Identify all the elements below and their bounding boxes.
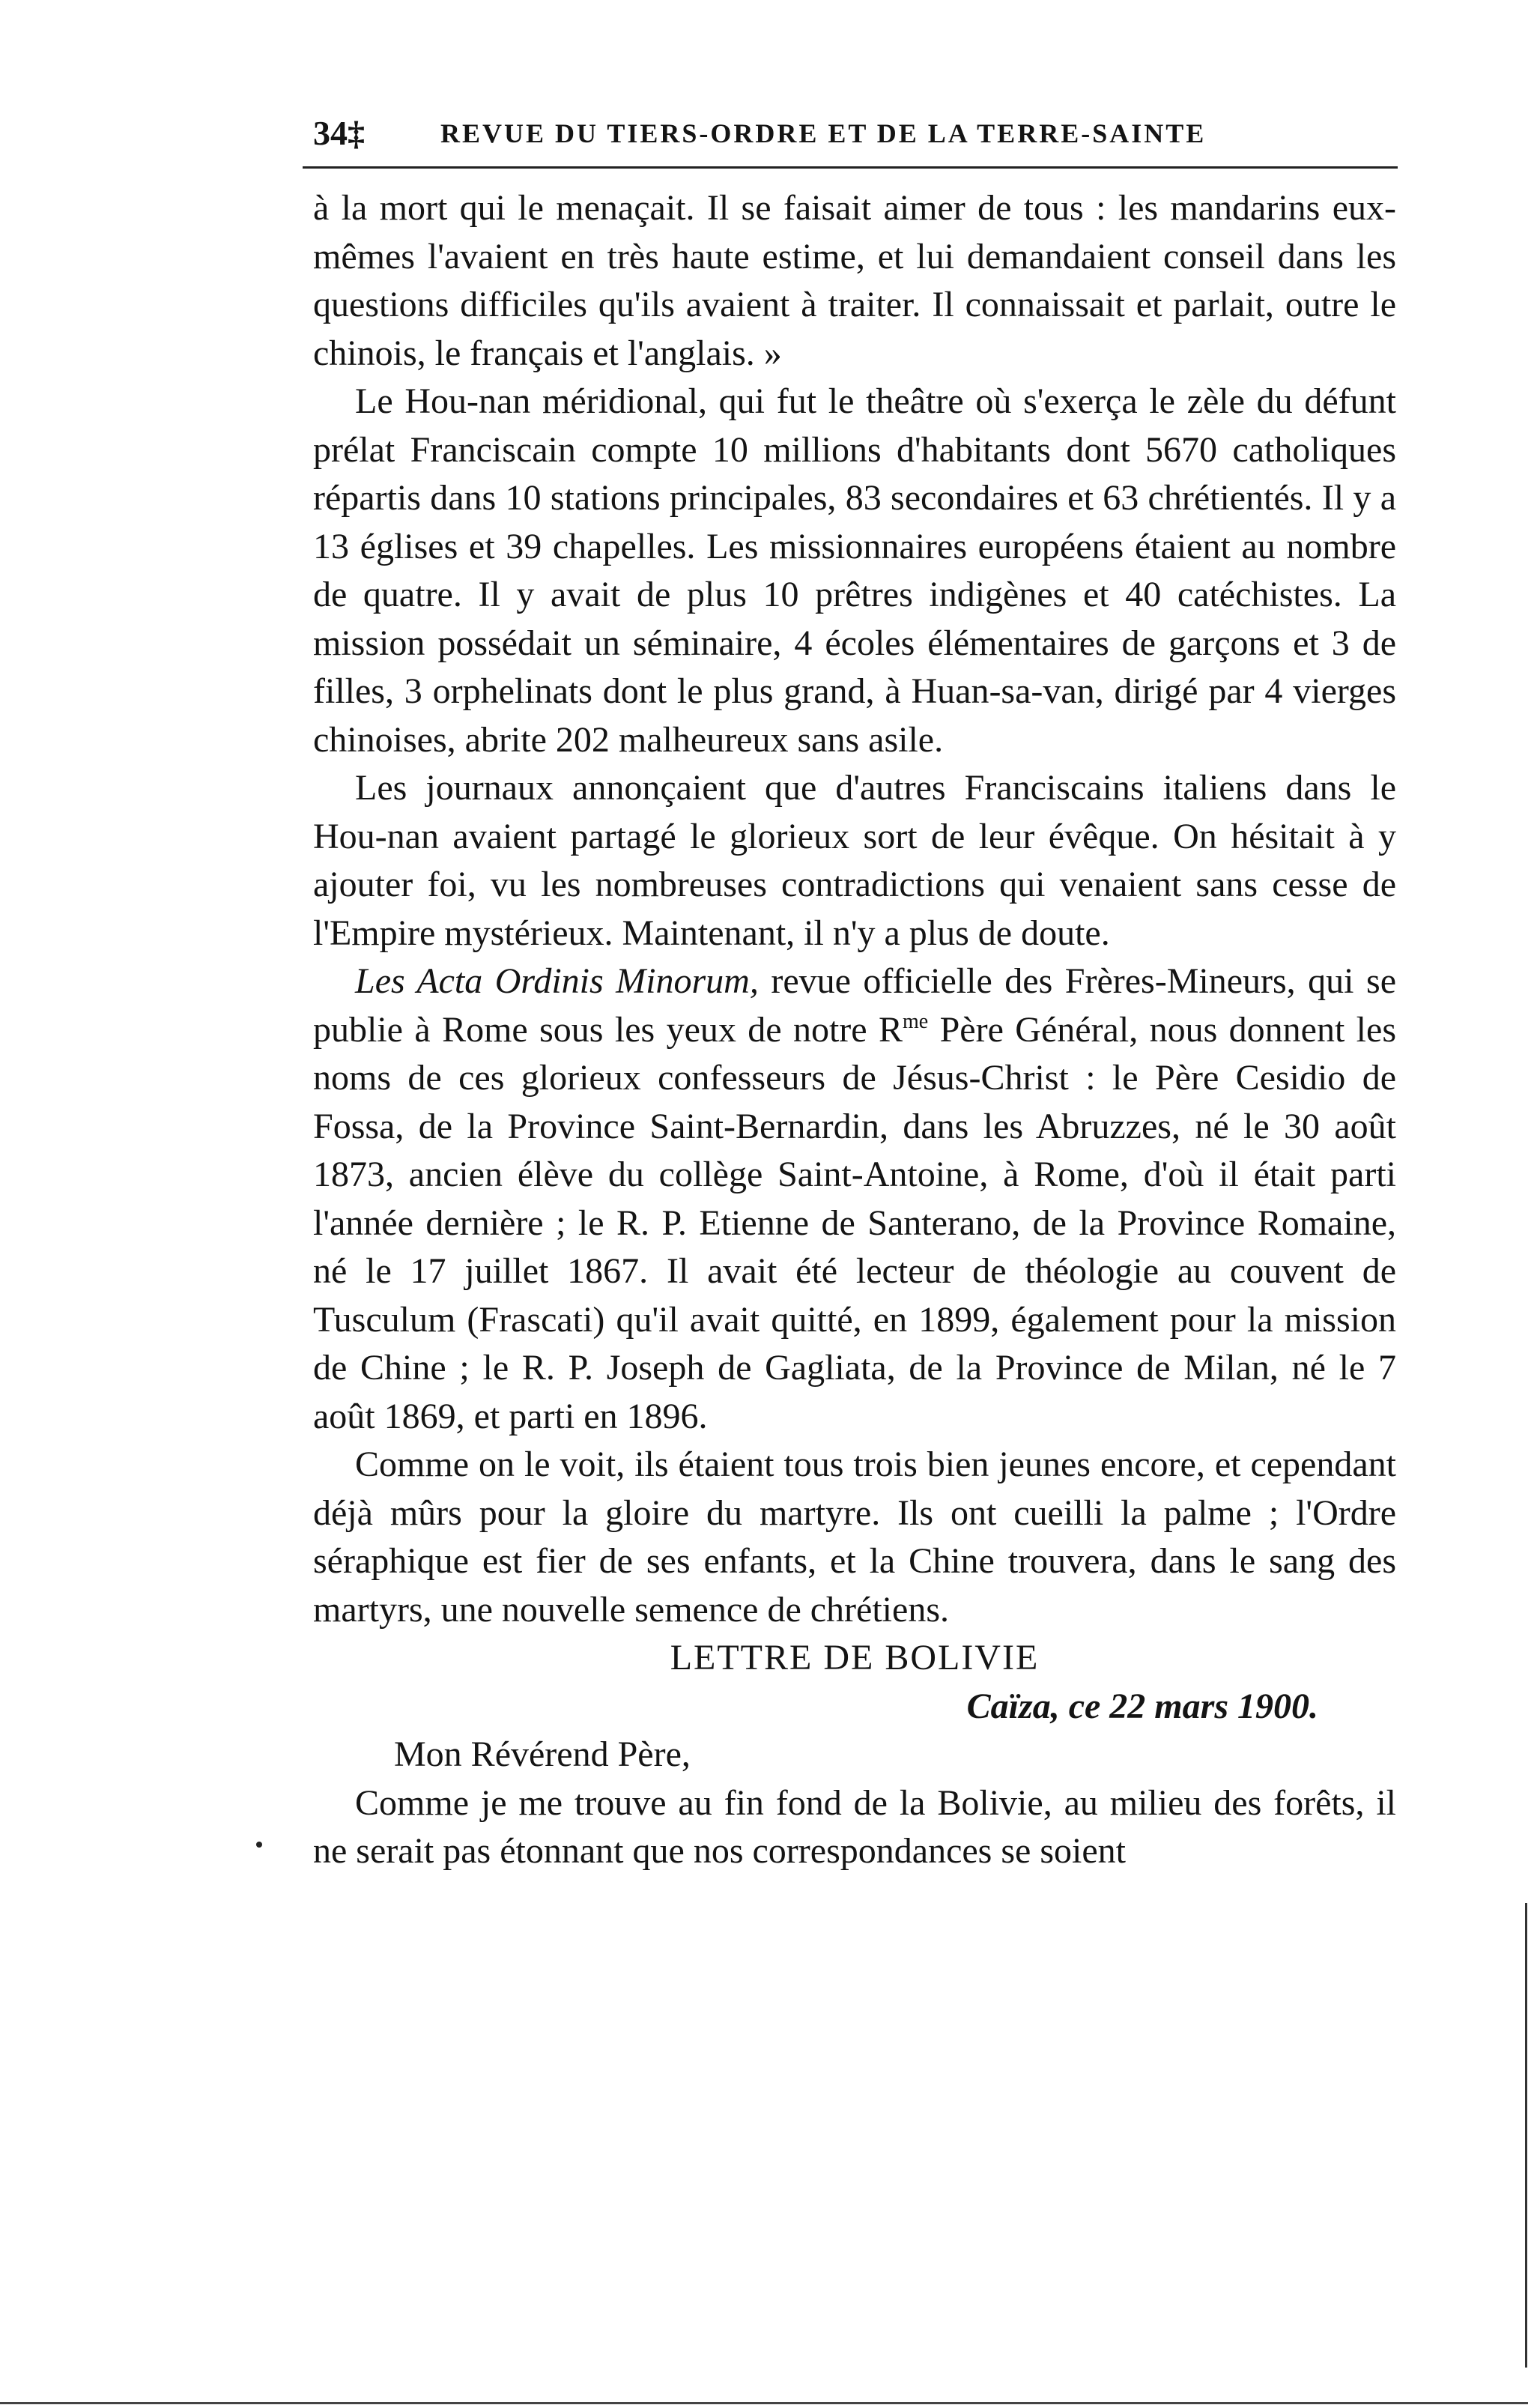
scan-edge-line: [1525, 1903, 1527, 2368]
margin-mark: [256, 1842, 262, 1848]
letter-opening: Comme je me trouve au fin fond de la Bolivie, au milieu des forêts, il ne serait pas étonnant que nos correspondances se soient: [313, 1782, 1396, 1871]
paragraph-continuation: à la mort qui le menaçait. Il se faisait aimer de tous : les mandarins eux-mêmes l'avaient en très haute estime, et lui demandaient conseil dans les questions difficiles qu'ils avaient à traiter. Il connaissait et parlait, outre le chinois, le français et l'anglais. »: [313, 188, 1396, 373]
page-number: 34‡: [313, 114, 365, 152]
paragraph-closing: Comme on le voit, ils étaient tous trois bien jeunes encore, et cependant déjà mûrs pour la gloire du martyre. Ils ont cueilli la palme ; l'Ordre séraphique est fier de ses enfants, et la Chine trouvera, dans le sang des martyrs, une nouvelle semence de chrétiens.: [313, 1445, 1396, 1630]
acta-text-after: Père Général, nous donnent les noms de ces glorieux confesseurs de Jésus-Christ : le Père Cesidio de Fossa, de la Province Saint-Bernardin, dans les Abruzzes, né le 30 août 1873, ancien élève du collège Saint-Antoine, à Rome, d'où il était parti l'année dernière ; le R. P. Etienne de Santerano, de la Province Romaine, né le 17 juillet 1867. Il avait été lecteur de théologie au couvent de Tusculum (Frascati) qu'il avait quitté, en 1899, également pour la mission de Chine ; le R. P. Joseph de Gagliata, de la Province de Milan, né le 7 août 1869, et parti en 1896.: [313, 1009, 1396, 1436]
paragraph-journaux: Les journaux annonçaient que d'autres Franciscains italiens dans le Hou-nan avaient partagé le glorieux sort de leur évêque. On hésitait à y ajouter foi, vu les nombreuses contradictions qui venaient sans cesse de l'Empire mystérieux. Maintenant, il n'y a plus de doute.: [313, 768, 1396, 953]
running-head: [313, 111, 1396, 156]
letter-dateline: Caïza, ce 22 mars 1900.: [966, 1686, 1318, 1726]
header-rule: [303, 166, 1398, 169]
acta-superscript: me: [903, 1009, 929, 1033]
acta-text-before: revue officielle des Frères-Mineurs, qui se publie à Rome sous les yeux de notre R: [313, 961, 1396, 1050]
paragraph-acta: [313, 958, 1396, 1441]
body-text: [313, 184, 1396, 1876]
running-title: REVUE DU TIERS-ORDRE ET DE LA TERRE-SAINTE: [440, 118, 1207, 148]
acta-title: Les Acta Ordinis Minorum,: [355, 961, 759, 1001]
paragraph-hou-nan: Le Hou-nan méridional, qui fut le theâtre où s'exerça le zèle du défunt prélat Franciscain compte 10 millions d'habitants dont 5670 catholiques répartis dans 10 stations principales, 83 secondaires et 63 chrétientés. Il y a 13 églises et 39 chapelles. Les missionnaires européens étaient au nombre de quatre. Il y avait de plus 10 prêtres indigènes et 40 catéchistes. La mission possédait un séminaire, 4 écoles élémentaires de garçons et 3 de filles, 3 orphelinats dont le plus grand, à Huan-sa-van, dirigé par 4 vierges chinoises, abrite 202 malheureux sans asile.: [313, 381, 1396, 760]
scan-bottom-line: [0, 2402, 1528, 2404]
letter-salutation: Mon Révérend Père,: [394, 1734, 691, 1774]
letter-title: LETTRE DE BOLIVIE: [670, 1638, 1040, 1678]
